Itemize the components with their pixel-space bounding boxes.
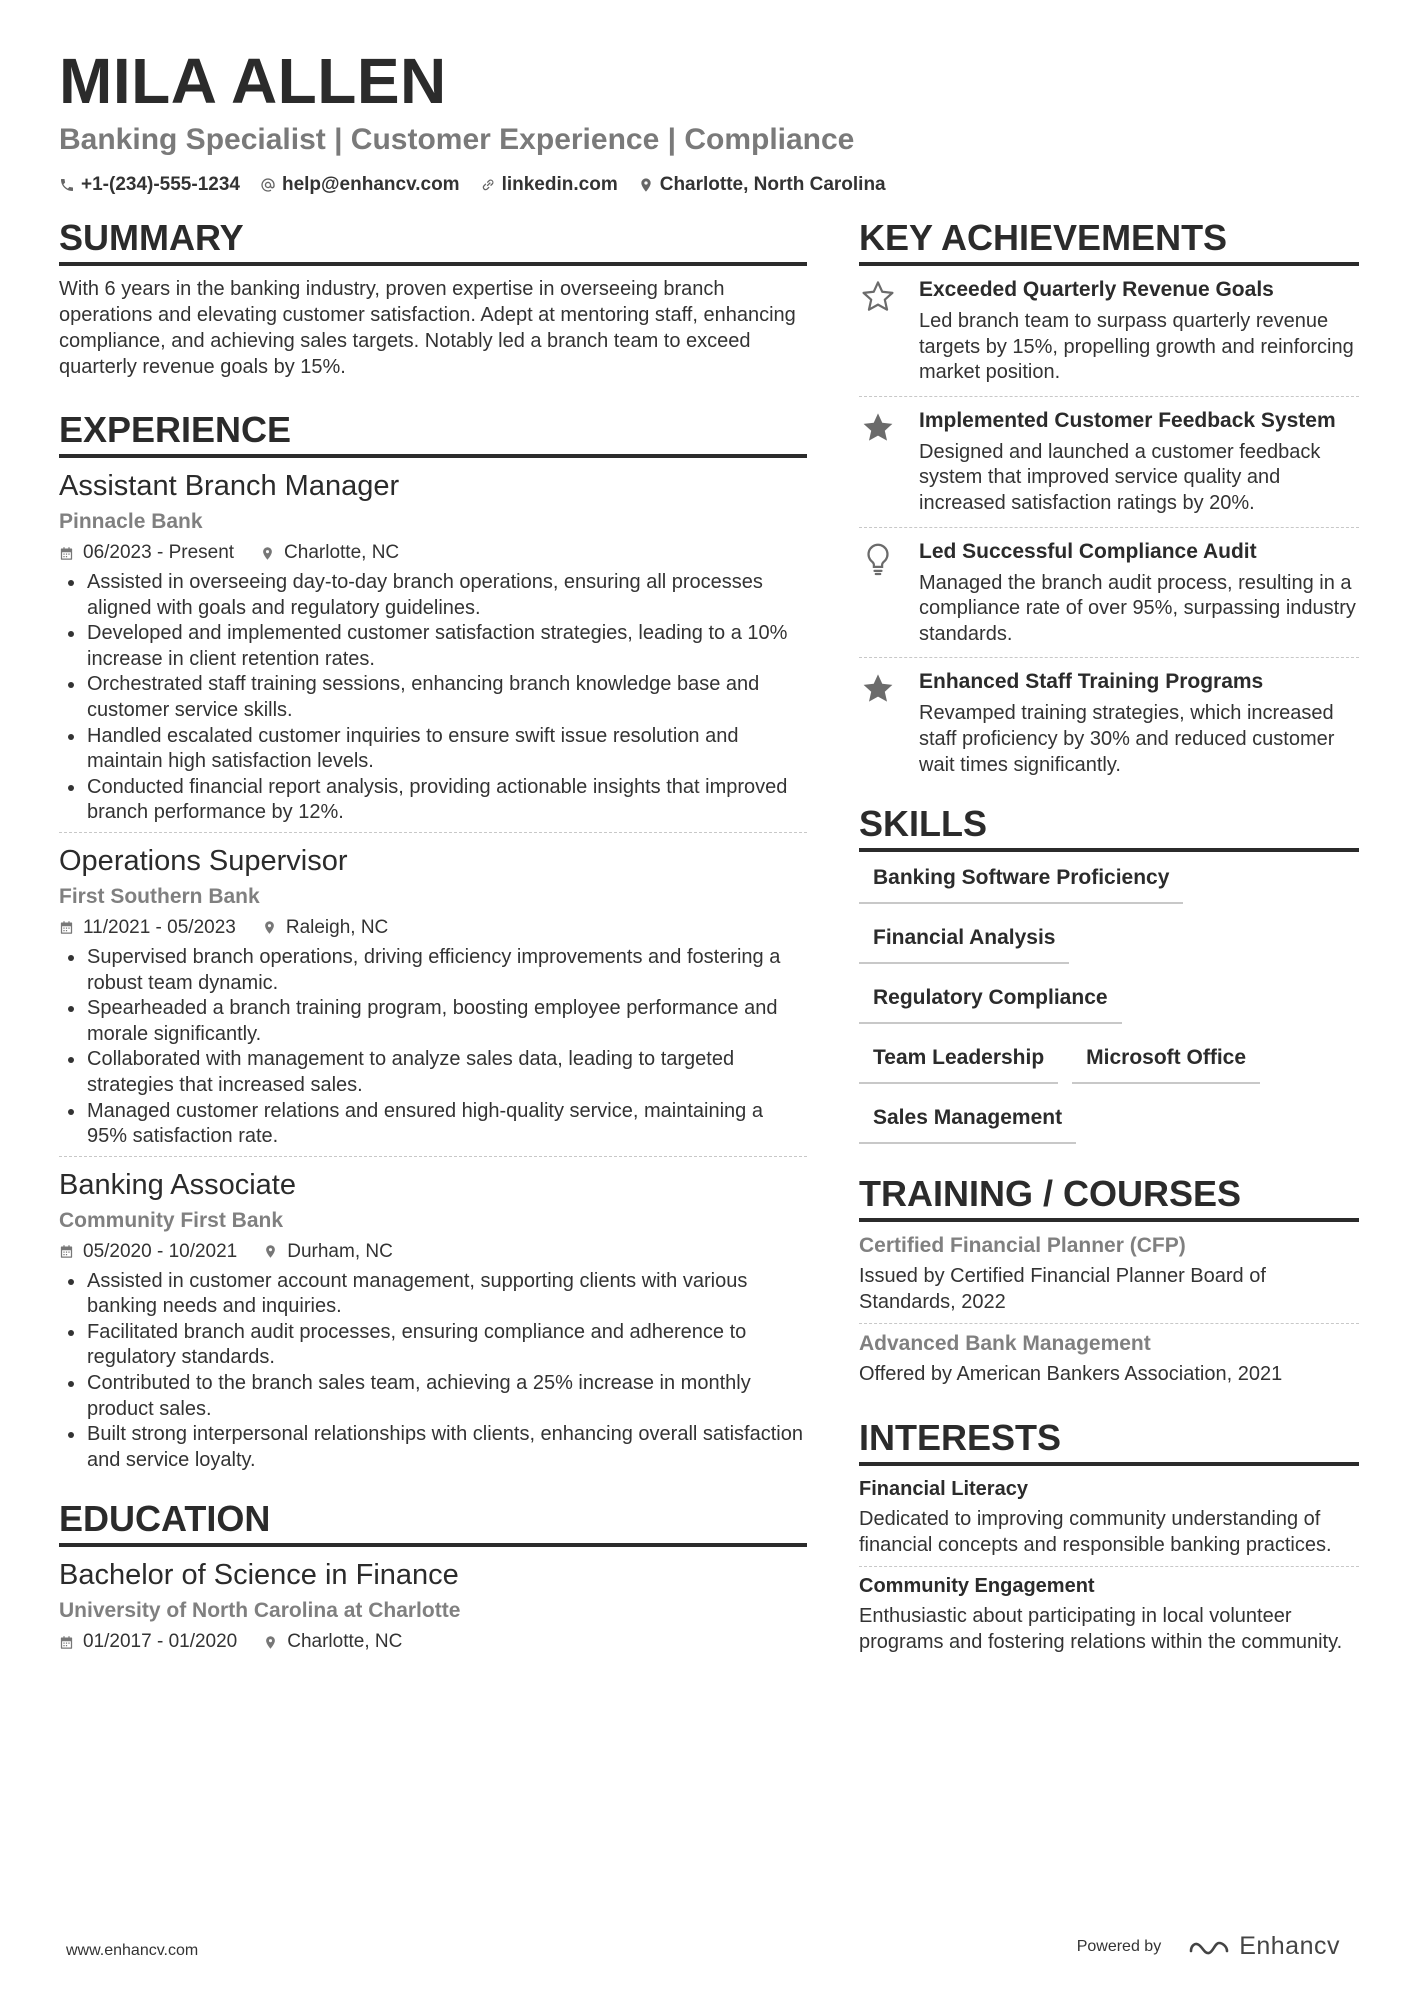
- footer-website[interactable]: www.enhancv.com: [66, 1942, 199, 1959]
- job-bullet: Supervised branch operations, driving efficiency improvements and fostering a robust team dynamic.: [59, 945, 807, 996]
- job-dates: [59, 540, 234, 566]
- footer-branding: [1077, 1932, 1340, 1961]
- job-meta: [59, 540, 807, 566]
- skill-tag: Regulatory Compliance: [859, 974, 1122, 1024]
- achievement-item: [859, 397, 1359, 528]
- star-filled-icon: [859, 670, 897, 708]
- job-dates: [59, 1239, 237, 1265]
- map-pin-icon: [638, 177, 654, 193]
- achievements-heading: KEY ACHIEVEMENTS: [859, 216, 1359, 266]
- job-location-text: Durham, NC: [287, 1240, 393, 1262]
- job-location-text: Charlotte, NC: [284, 542, 400, 563]
- achievement-body: [919, 538, 1359, 648]
- job-bullet: Spearheaded a branch training program, boosting employee performance and morale significantly.: [59, 996, 807, 1047]
- job-meta: [59, 915, 807, 941]
- interest-item: [859, 1476, 1359, 1567]
- interest-item: [859, 1573, 1359, 1663]
- resume-header: [59, 44, 1359, 196]
- contact-location: [638, 174, 886, 196]
- skills-heading: SKILLS: [859, 802, 1359, 852]
- achievement-body: [919, 668, 1359, 778]
- job-company: Pinnacle Bank: [59, 510, 203, 533]
- achievement-icon-wrap: [859, 538, 919, 648]
- job-location: [260, 540, 399, 566]
- job-bullet: Orchestrated staff training sessions, enhancing branch knowledge base and customer service skills.: [59, 672, 807, 723]
- job-bullet: Contributed to the branch sales team, achieving a 25% increase in monthly product sales.: [59, 1371, 807, 1422]
- location-text: Charlotte, North Carolina: [659, 174, 886, 195]
- course-title: Certified Financial Planner (CFP): [859, 1234, 1186, 1258]
- achievements-section: [859, 216, 1359, 788]
- achievement-item: [859, 266, 1359, 397]
- candidate-name: MILA ALLEN: [59, 45, 447, 117]
- education-degree: Bachelor of Science in Finance: [59, 1559, 459, 1592]
- summary-text: With 6 years in the banking industry, proven expertise in overseeing branch operations and elevating customer satisfaction. Adept at mentoring staff, enhancing compliance, and achieving sales targets. Notably led a branch team to exceed quarterly revenue goals by 15%.: [59, 278, 796, 378]
- training-section: [859, 1172, 1359, 1396]
- achievement-icon-wrap: [859, 407, 919, 517]
- summary-heading: SUMMARY: [59, 216, 807, 266]
- experience-section: [59, 408, 807, 1479]
- experience-heading: EXPERIENCE: [59, 408, 807, 458]
- education-dates: [59, 1629, 237, 1655]
- skill-tag: Financial Analysis: [859, 914, 1069, 964]
- job-title: Assistant Branch Manager: [59, 470, 400, 502]
- job-title: Operations Supervisor: [59, 844, 348, 877]
- job-entry: [59, 1167, 807, 1480]
- job-bullets: [59, 945, 807, 1150]
- achievement-desc: Managed the branch audit process, resulting in a compliance rate of over 95%, surpassing industry standards.: [919, 571, 1356, 645]
- achievement-desc: Designed and launched a customer feedback system that improved service quality and increased satisfaction ratings by 20%.: [919, 440, 1321, 514]
- job-dates-text: 06/2023 - Present: [83, 542, 235, 563]
- job-bullet: Assisted in overseeing day-to-day branch operations, ensuring all processes aligned with goals and regulatory guidelines.: [59, 570, 807, 621]
- interest-title: Financial Literacy: [859, 1477, 1028, 1500]
- achievement-title: Exceeded Quarterly Revenue Goals: [919, 278, 1274, 301]
- job-location: [262, 915, 388, 941]
- job-bullet: Facilitated branch audit processes, ensuring compliance and adherence to regulatory standards.: [59, 1320, 807, 1371]
- education-school: University of North Carolina at Charlotte: [59, 1599, 461, 1623]
- map-pin-icon: [260, 546, 275, 561]
- linkedin-text: linkedin.com: [501, 174, 618, 195]
- phone-icon: [59, 177, 75, 193]
- achievement-desc: Led branch team to surpass quarterly revenue targets by 15%, propelling growth and reinforcing market position.: [919, 310, 1354, 384]
- job-bullet: Conducted financial report analysis, providing actionable insights that improved branch performance by 12%.: [59, 775, 807, 826]
- calendar-icon: [59, 1244, 74, 1259]
- link-icon: [480, 177, 496, 193]
- course-desc: Issued by Certified Financial Planner Board of Standards, 2022: [859, 1265, 1266, 1313]
- right-column: [859, 216, 1359, 1669]
- lightbulb-icon: [859, 540, 897, 578]
- course-desc: Offered by American Bankers Association, 2021: [859, 1363, 1283, 1386]
- achievement-title: Implemented Customer Feedback System: [919, 408, 1336, 432]
- job-bullet: Assisted in customer account management, supporting clients with various banking needs and inquiries.: [59, 1269, 807, 1320]
- star-outline-icon: [859, 278, 897, 316]
- calendar-icon: [59, 546, 74, 561]
- enhancv-logo-icon: [1187, 1935, 1231, 1959]
- skill-tag: Banking Software Proficiency: [859, 854, 1183, 904]
- education-heading: EDUCATION: [59, 1497, 807, 1547]
- job-entry: [59, 468, 807, 833]
- achievement-body: [919, 407, 1359, 517]
- map-pin-icon: [263, 1244, 278, 1259]
- job-bullet: Managed customer relations and ensured high-quality service, maintaining a 95% satisfaction rate.: [59, 1099, 807, 1150]
- achievement-icon-wrap: [859, 668, 919, 778]
- calendar-icon: [59, 920, 74, 935]
- phone-text: +1-(234)-555-1234: [81, 174, 240, 195]
- contact-phone[interactable]: [59, 174, 240, 196]
- job-bullet: Handled escalated customer inquiries to ensure swift issue resolution and maintain high satisfaction levels.: [59, 724, 807, 775]
- skills-list: [859, 854, 1359, 1154]
- map-pin-icon: [263, 1635, 278, 1650]
- course-item: [859, 1232, 1359, 1324]
- skills-section: [859, 802, 1359, 1154]
- interest-desc: Enthusiastic about participating in local volunteer programs and fostering relations within the community.: [859, 1605, 1343, 1653]
- training-heading: TRAINING / COURSES: [859, 1172, 1359, 1222]
- course-title: Advanced Bank Management: [859, 1332, 1151, 1356]
- skill-tag: Team Leadership: [859, 1034, 1058, 1084]
- job-bullet: Collaborated with management to analyze sales data, leading to targeted strategies that increased sales.: [59, 1047, 807, 1098]
- interest-title: Community Engagement: [859, 1575, 1095, 1598]
- calendar-icon: [59, 1635, 74, 1650]
- contact-email[interactable]: [260, 174, 460, 196]
- job-bullets: [59, 1269, 807, 1474]
- education-location-text: Charlotte, NC: [287, 1631, 403, 1653]
- education-dates-text: 01/2017 - 01/2020: [83, 1631, 238, 1653]
- job-company: First Southern Bank: [59, 884, 260, 908]
- job-dates-text: 05/2020 - 10/2021: [83, 1240, 238, 1262]
- achievement-desc: Revamped training strategies, which increased staff proficiency by 30% and reduced customer wait times significantly.: [919, 702, 1335, 776]
- job-bullets: [59, 570, 807, 826]
- achievement-title: Enhanced Staff Training Programs: [919, 670, 1264, 694]
- star-filled-icon: [859, 409, 897, 447]
- achievement-body: [919, 276, 1359, 386]
- education-section: [59, 1497, 807, 1655]
- job-dates: [59, 915, 236, 941]
- achievement-icon-wrap: [859, 276, 919, 386]
- skill-tag: Microsoft Office: [1072, 1034, 1260, 1084]
- job-entry: [59, 843, 807, 1157]
- job-location-text: Raleigh, NC: [285, 916, 389, 938]
- course-item: [859, 1330, 1359, 1396]
- education-location: [263, 1629, 402, 1655]
- achievement-item: [859, 528, 1359, 659]
- contact-bar: [59, 174, 1359, 196]
- job-meta: [59, 1239, 807, 1265]
- achievement-item: [859, 658, 1359, 788]
- job-location: [263, 1239, 393, 1265]
- at-icon: [260, 177, 276, 193]
- achievement-title: Led Successful Compliance Audit: [919, 539, 1257, 563]
- job-bullet: Built strong interpersonal relationships with clients, enhancing overall satisfaction and service loyalty.: [59, 1422, 807, 1473]
- email-text: help@enhancv.com: [281, 174, 460, 195]
- contact-linkedin[interactable]: [480, 174, 618, 196]
- left-column: [59, 216, 807, 1655]
- summary-section: [59, 216, 807, 380]
- job-title: Banking Associate: [59, 1168, 296, 1201]
- brand-name: Enhancv: [1239, 1932, 1340, 1960]
- interests-heading: INTERESTS: [859, 1416, 1359, 1466]
- candidate-title: Banking Specialist | Customer Experience | Compliance: [59, 123, 855, 156]
- education-meta: [59, 1629, 807, 1655]
- job-dates-text: 11/2021 - 05/2023: [83, 916, 236, 938]
- skill-tag: Sales Management: [859, 1094, 1076, 1144]
- map-pin-icon: [262, 920, 277, 935]
- job-company: Community First Bank: [59, 1208, 284, 1232]
- interests-section: [859, 1416, 1359, 1663]
- interest-desc: Dedicated to improving community understanding of financial concepts and responsible banking practices.: [859, 1507, 1332, 1556]
- brand-logo[interactable]: [1187, 1932, 1340, 1961]
- powered-by-label: Powered by: [1076, 1937, 1162, 1955]
- job-bullet: Developed and implemented customer satisfaction strategies, leading to a 10% increase in client retention rates.: [59, 621, 807, 672]
